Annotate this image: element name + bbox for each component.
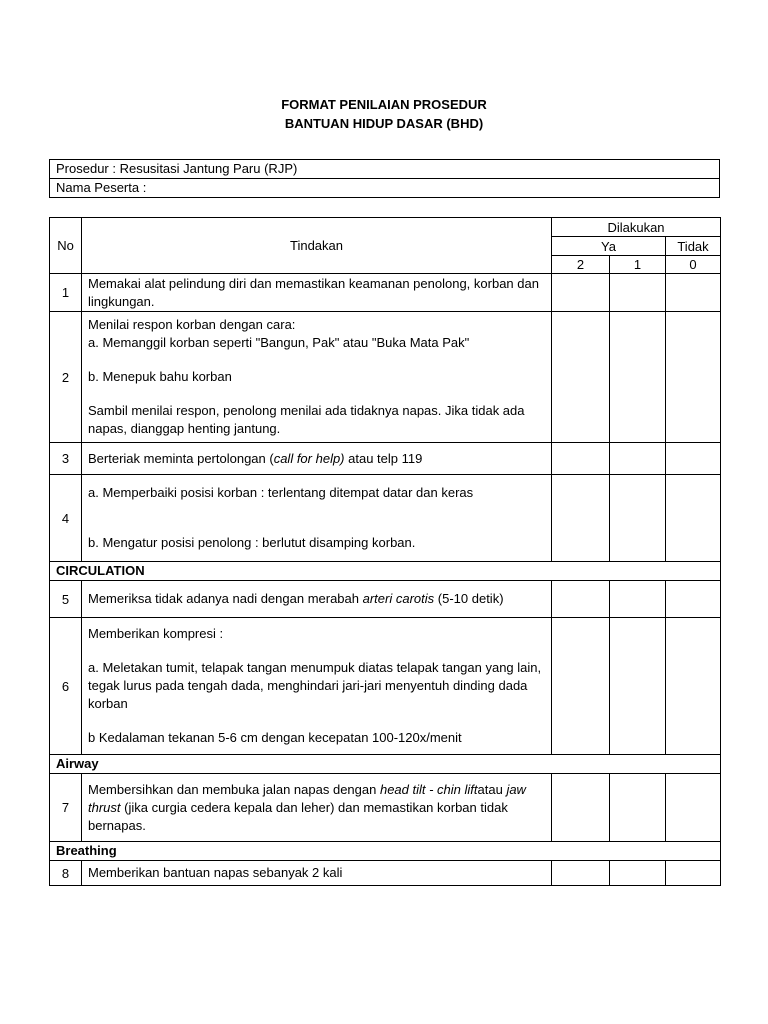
score-2-checkbox[interactable] — [552, 861, 610, 886]
row-5-text: Memeriksa tidak adanya nadi dengan merabah — [88, 591, 363, 606]
row-6-line-3: b Kedalaman tekanan 5-6 cm dengan kecepatan 100-120x/menit — [88, 730, 462, 745]
score-0-checkbox[interactable] — [666, 312, 721, 443]
header-tidak: Tidak — [666, 237, 721, 256]
table-row — [50, 475, 721, 562]
row-number: 5 — [50, 581, 82, 618]
score-2-checkbox[interactable] — [552, 581, 610, 618]
row-6-line-1: Memberikan kompresi : — [88, 626, 224, 641]
score-0-checkbox[interactable] — [666, 274, 721, 312]
nama-peserta-field: Nama Peserta : — [50, 179, 720, 198]
row-3-text-end: atau telp 119 — [344, 450, 423, 466]
row-action — [82, 312, 552, 443]
row-7-text-end: (jika curgia cedera kepala dan leher) dan memastikan korban tidak bernapas. — [88, 799, 508, 833]
score-1-checkbox[interactable] — [610, 861, 666, 886]
form-title-line-1: FORMAT PENILAIAN PROSEDUR — [281, 97, 487, 112]
table-row — [50, 774, 721, 842]
score-1-checkbox[interactable] — [610, 581, 666, 618]
score-2-checkbox[interactable] — [552, 618, 610, 755]
row-7-text-mid: atau — [477, 781, 507, 797]
header-score-2: 2 — [552, 256, 610, 274]
score-2-checkbox[interactable] — [552, 475, 610, 562]
score-0-checkbox[interactable] — [666, 443, 721, 475]
row-7-emphasis-2: jaw thrust — [88, 781, 526, 815]
section-row — [50, 562, 721, 581]
row-7-text: Membersihkan dan membuka jalan napas dengan — [88, 781, 380, 797]
row-number: 8 — [50, 861, 82, 886]
score-1-checkbox[interactable] — [610, 274, 666, 312]
table-row — [50, 861, 721, 886]
section-airway: Airway — [50, 755, 721, 774]
section-row — [50, 842, 721, 861]
score-1-checkbox[interactable] — [610, 475, 666, 562]
assessment-table — [49, 217, 721, 886]
score-1-checkbox[interactable] — [610, 443, 666, 475]
row-4-line-1: a. Memperbaiki posisi korban : terlentang ditempat datar dan keras — [88, 485, 474, 500]
header-score-1: 1 — [610, 256, 666, 274]
score-0-checkbox[interactable] — [666, 581, 721, 618]
row-2-line-2: a. Memanggil korban seperti "Bangun, Pak" atau "Buka Mata Pak" — [88, 335, 470, 350]
row-number: 7 — [50, 774, 82, 842]
row-2-line-4: Sambil menilai respon, penolong menilai ada tidaknya napas. Jika tidak ada napas, dianggap henting jantung. — [88, 403, 525, 436]
form-title-line-2: BANTUAN HIDUP DASAR (BHD) — [284, 116, 484, 131]
score-0-checkbox[interactable] — [666, 774, 721, 842]
row-5-emphasis: arteri carotis — [362, 591, 435, 606]
score-0-checkbox[interactable] — [666, 861, 721, 886]
row-2-line-1: Menilai respon korban dengan cara: — [88, 317, 296, 332]
row-action: Memberikan bantuan napas sebanyak 2 kali — [82, 861, 552, 886]
score-2-checkbox[interactable] — [552, 312, 610, 443]
section-circulation: CIRCULATION — [50, 562, 721, 581]
table-row — [50, 581, 721, 618]
table-row — [50, 274, 721, 312]
row-action — [82, 443, 552, 475]
score-0-checkbox[interactable] — [666, 618, 721, 755]
score-0-checkbox[interactable] — [666, 475, 721, 562]
table-row — [50, 443, 721, 475]
row-number: 1 — [50, 274, 82, 312]
header-dilakukan: Dilakukan — [552, 218, 721, 237]
row-3-emphasis: call for help) — [273, 450, 345, 466]
score-2-checkbox[interactable] — [552, 274, 610, 312]
row-number: 4 — [50, 475, 82, 562]
row-action — [82, 774, 552, 842]
row-number: 6 — [50, 618, 82, 755]
table-row — [50, 618, 721, 755]
row-6-line-2: a. Meletakan tumit, telapak tangan menumpuk diatas telapak tangan yang lain, tegak lurus pada tengah dada, menghindari jari-jari menyentuh dinding dada korban — [88, 660, 542, 711]
header-score-0: 0 — [666, 256, 721, 274]
info-table — [49, 159, 720, 198]
section-row — [50, 755, 721, 774]
prosedur-field: Prosedur : Resusitasi Jantung Paru (RJP) — [50, 160, 720, 179]
score-1-checkbox[interactable] — [610, 774, 666, 842]
row-3-text: Berteriak meminta pertolongan ( — [88, 450, 274, 466]
row-5-text-end: (5-10 detik) — [434, 591, 504, 606]
row-action — [82, 618, 552, 755]
header-tindakan: Tindakan — [82, 218, 552, 274]
row-number: 3 — [50, 443, 82, 475]
row-number: 2 — [50, 312, 82, 443]
row-4-line-2: b. Mengatur posisi penolong : berlutut disamping korban. — [88, 535, 416, 550]
row-action — [82, 475, 552, 562]
row-7-emphasis-1: head tilt - chin lift — [379, 781, 478, 797]
table-row — [50, 312, 721, 443]
score-1-checkbox[interactable] — [610, 618, 666, 755]
header-ya: Ya — [552, 237, 666, 256]
score-2-checkbox[interactable] — [552, 443, 610, 475]
row-2-line-3: b. Menepuk bahu korban — [88, 369, 232, 384]
row-action — [82, 581, 552, 618]
row-action: Memakai alat pelindung diri dan memastikan keamanan penolong, korban dan lingkungan. — [82, 274, 552, 312]
header-no: No — [50, 218, 82, 274]
score-2-checkbox[interactable] — [552, 774, 610, 842]
score-1-checkbox[interactable] — [610, 312, 666, 443]
section-breathing: Breathing — [50, 842, 721, 861]
